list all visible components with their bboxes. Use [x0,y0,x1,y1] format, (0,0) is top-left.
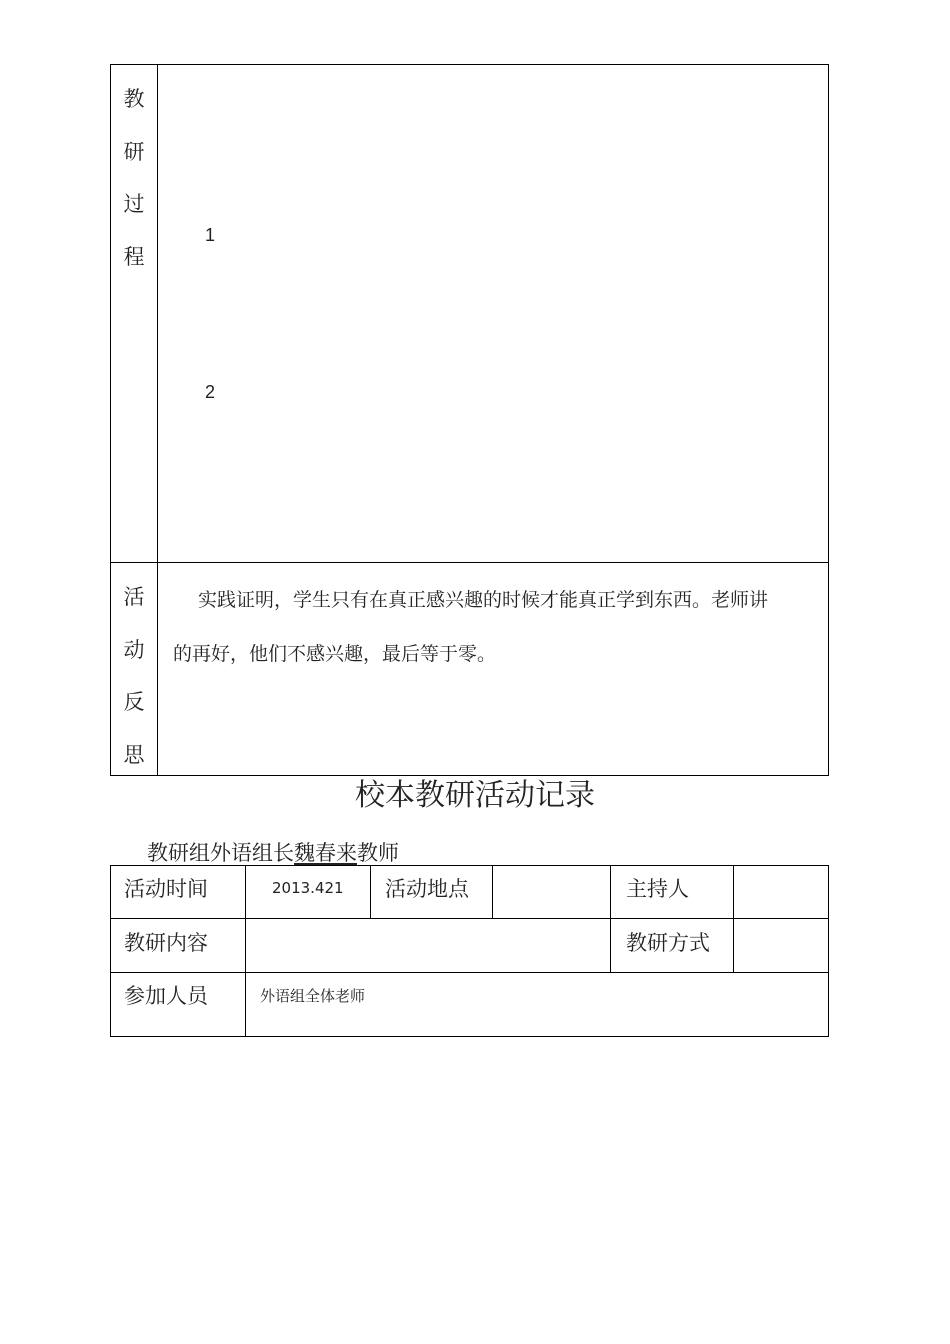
record-table-row-divider [110,972,829,973]
record-table-top-border [110,865,829,866]
upper-table-right-border [828,64,829,776]
record-table-bottom-border [110,1036,829,1037]
record-table-col-divider [733,865,734,973]
upper-table-col-divider [157,64,158,776]
reflection-label-char: 活 [123,585,145,609]
record-table-col-divider [610,865,611,973]
record-title: 校本教研活动记录 [355,778,595,813]
process-item-number: 2 [205,382,216,402]
reflection-label-char: 反 [123,690,145,714]
process-label-char: 研 [123,140,145,164]
activity-time-value: 2013.421 [272,879,344,897]
reflection-line: 的再好，他们不感兴趣，最后等于零。 [173,643,497,665]
upper-table-top-border [110,64,829,65]
process-label-char: 程 [123,245,145,269]
process-label-char: 过 [123,192,145,216]
research-method-label: 教研方式 [626,931,710,955]
reflection-label-char: 动 [123,638,145,662]
participants-value: 外语组全体老师 [260,987,366,1005]
activity-time-label: 活动时间 [124,877,208,901]
reflection-label-char: 思 [123,743,145,767]
upper-table-left-border [110,64,111,776]
process-item-number: 1 [205,225,216,245]
record-table-left-border [110,865,111,1037]
participants-label: 参加人员 [124,984,208,1008]
group-line [147,838,399,868]
upper-table-row-divider [110,562,829,563]
record-table-col-divider [370,865,371,919]
record-table-col-divider [245,865,246,1037]
record-table-row-divider [110,918,829,919]
process-label-char: 教 [123,87,145,111]
record-table-col-divider [492,865,493,919]
reflection-line: 实践证明，学生只有在真正感兴趣的时候才能真正学到东西。老师讲 [198,589,769,611]
group-line-prefix: 教研组外语组长 [147,841,294,865]
group-line-suffix: 教师 [357,841,399,865]
group-leader-name: 魏春来 [294,841,357,865]
record-table-right-border [828,865,829,1037]
activity-place-label: 活动地点 [385,877,469,901]
host-label: 主持人 [626,877,689,901]
research-content-label: 教研内容 [124,931,208,955]
